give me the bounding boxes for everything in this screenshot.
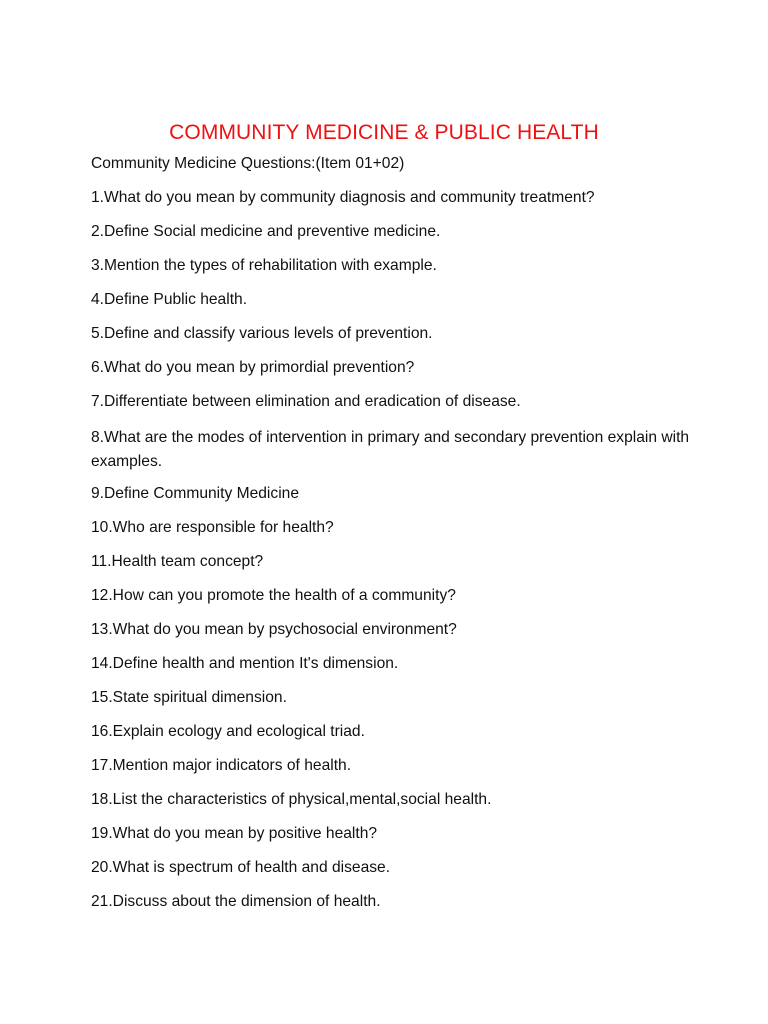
- question-item: 9.Define Community Medicine: [91, 485, 300, 502]
- question-item: 6.What do you mean by primordial prevention?: [91, 359, 415, 376]
- question-item: 5.Define and classify various levels of prevention.: [91, 325, 433, 342]
- question-item: 16.Explain ecology and ecological triad.: [91, 723, 365, 740]
- question-item: 18.List the characteristics of physical,mental,social health.: [91, 791, 492, 808]
- question-item: 10.Who are responsible for health?: [91, 519, 334, 536]
- document-title: COMMUNITY MEDICINE & PUBLIC HEALTH: [169, 121, 599, 144]
- question-item: 14.Define health and mention It's dimension.: [91, 655, 399, 672]
- section-subtitle: Community Medicine Questions:(Item 01+02): [91, 155, 405, 172]
- question-item: 3.Mention the types of rehabilitation with example.: [91, 257, 437, 274]
- question-item: 17.Mention major indicators of health.: [91, 757, 352, 774]
- question-item: 15.State spiritual dimension.: [91, 689, 287, 706]
- question-item: 20.What is spectrum of health and disease.: [91, 859, 391, 876]
- question-item: 13.What do you mean by psychosocial environment?: [91, 621, 457, 638]
- question-item: 8.What are the modes of intervention in primary and secondary prevention explain with examples.: [91, 429, 690, 470]
- question-item: 12.How can you promote the health of a community?: [91, 587, 456, 604]
- question-item: 1.What do you mean by community diagnosis and community treatment?: [91, 189, 595, 206]
- document-body: [91, 154, 691, 926]
- question-item: 11.Health team concept?: [91, 553, 264, 570]
- question-item: 19.What do you mean by positive health?: [91, 825, 378, 842]
- question-item: 2.Define Social medicine and preventive medicine.: [91, 223, 441, 240]
- question-item: 21.Discuss about the dimension of health.: [91, 893, 381, 910]
- question-item: 7.Differentiate between elimination and eradication of disease.: [91, 393, 521, 410]
- question-item: 4.Define Public health.: [91, 291, 248, 308]
